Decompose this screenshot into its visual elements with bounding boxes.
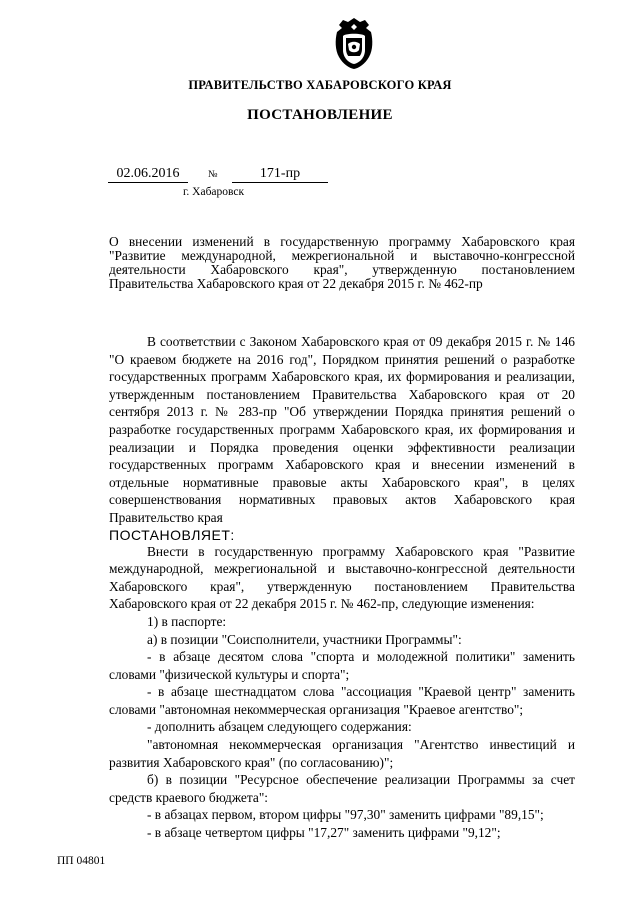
decree-number: 171-пр: [232, 165, 328, 183]
paragraph-5: - в абзаце шестнадцатом слова "ассоциация "Краевой центр" заменить словами "автономная некоммерческая организация "Краевое агентство";: [109, 684, 575, 717]
decree-body: [109, 333, 575, 842]
document-code: ПП 04801: [57, 855, 106, 867]
document-type: ПОСТАНОВЛЕНИЕ: [247, 107, 393, 123]
paragraph-3: а) в позиции "Соисполнители, участники Программы":: [147, 631, 462, 647]
preamble-paragraph: В соответствии с Законом Хабаровского края от 09 декабря 2015 г. № 146 "О краевом бюджете на 2016 год", Порядком принятия решений о разработке государственных программ Хабаровского края, их формирования и реализации, утвержденным постановлением Правительства Хабаровского края от 20 сентября 2013 г. № 283-пр "Об утверждении Порядка принятия решений о разработке государственных программ Хабаровского края, их формирования и реализации и Порядка проведения оценки эффективности реализации государственных программ Хабаровского края и внесении изменений в отдельные нормативные правовые акты Хабаровского края", в целях совершенствования нормативных правовых актов Хабаровского края Правительство края: [109, 334, 575, 525]
decree-subject: О внесении изменений в государственную программу Хабаровского края "Развитие международной, межрегиональной и выставочно-конгрессной деятельности Хабаровского края", утвержденную постановлением Правительства Хабаровского края от 22 декабря 2015 г. № 462-пр: [109, 234, 575, 291]
paragraph-1: Внести в государственную программу Хабаровского края "Развитие международной, межрегиональной и выставочно-конгрессной деятельности Хабаровского края", утвержденную постановлением Правительства Хабаровского края от 22 декабря 2015 г. № 462-пр, следующие изменения:: [109, 543, 575, 612]
paragraph-8: б) в позиции "Ресурсное обеспечение реализации Программы за счет средств краевого бюджета":: [109, 772, 575, 805]
paragraph-7: "автономная некоммерческая организация "Агентство инвестиций и развития Хабаровского края" (по согласованию)";: [109, 737, 575, 770]
paragraph-9: - в абзацах первом, втором цифры "97,30" заменить цифрами "89,15";: [147, 807, 544, 823]
city-label: г. Хабаровск: [183, 186, 245, 198]
coat-of-arms-emblem: [331, 16, 377, 70]
government-title: ПРАВИТЕЛЬСТВО ХАБАРОВСКОГО КРАЯ: [188, 78, 452, 92]
decree-date: 02.06.2016: [108, 165, 188, 183]
paragraph-4: - в абзаце десятом слова "спорта и молодежной политики" заменить словами "физической культуры и спорта";: [109, 649, 575, 682]
number-sign: №: [208, 169, 218, 180]
paragraph-6: - дополнить абзацем следующего содержания:: [147, 719, 412, 735]
paragraph-10: - в абзаце четвертом цифры "17,27" заменить цифрами "9,12";: [147, 825, 501, 841]
resolves-heading: ПОСТАНОВЛЯЕТ:: [109, 526, 235, 543]
paragraph-2: 1) в паспорте:: [147, 613, 227, 629]
